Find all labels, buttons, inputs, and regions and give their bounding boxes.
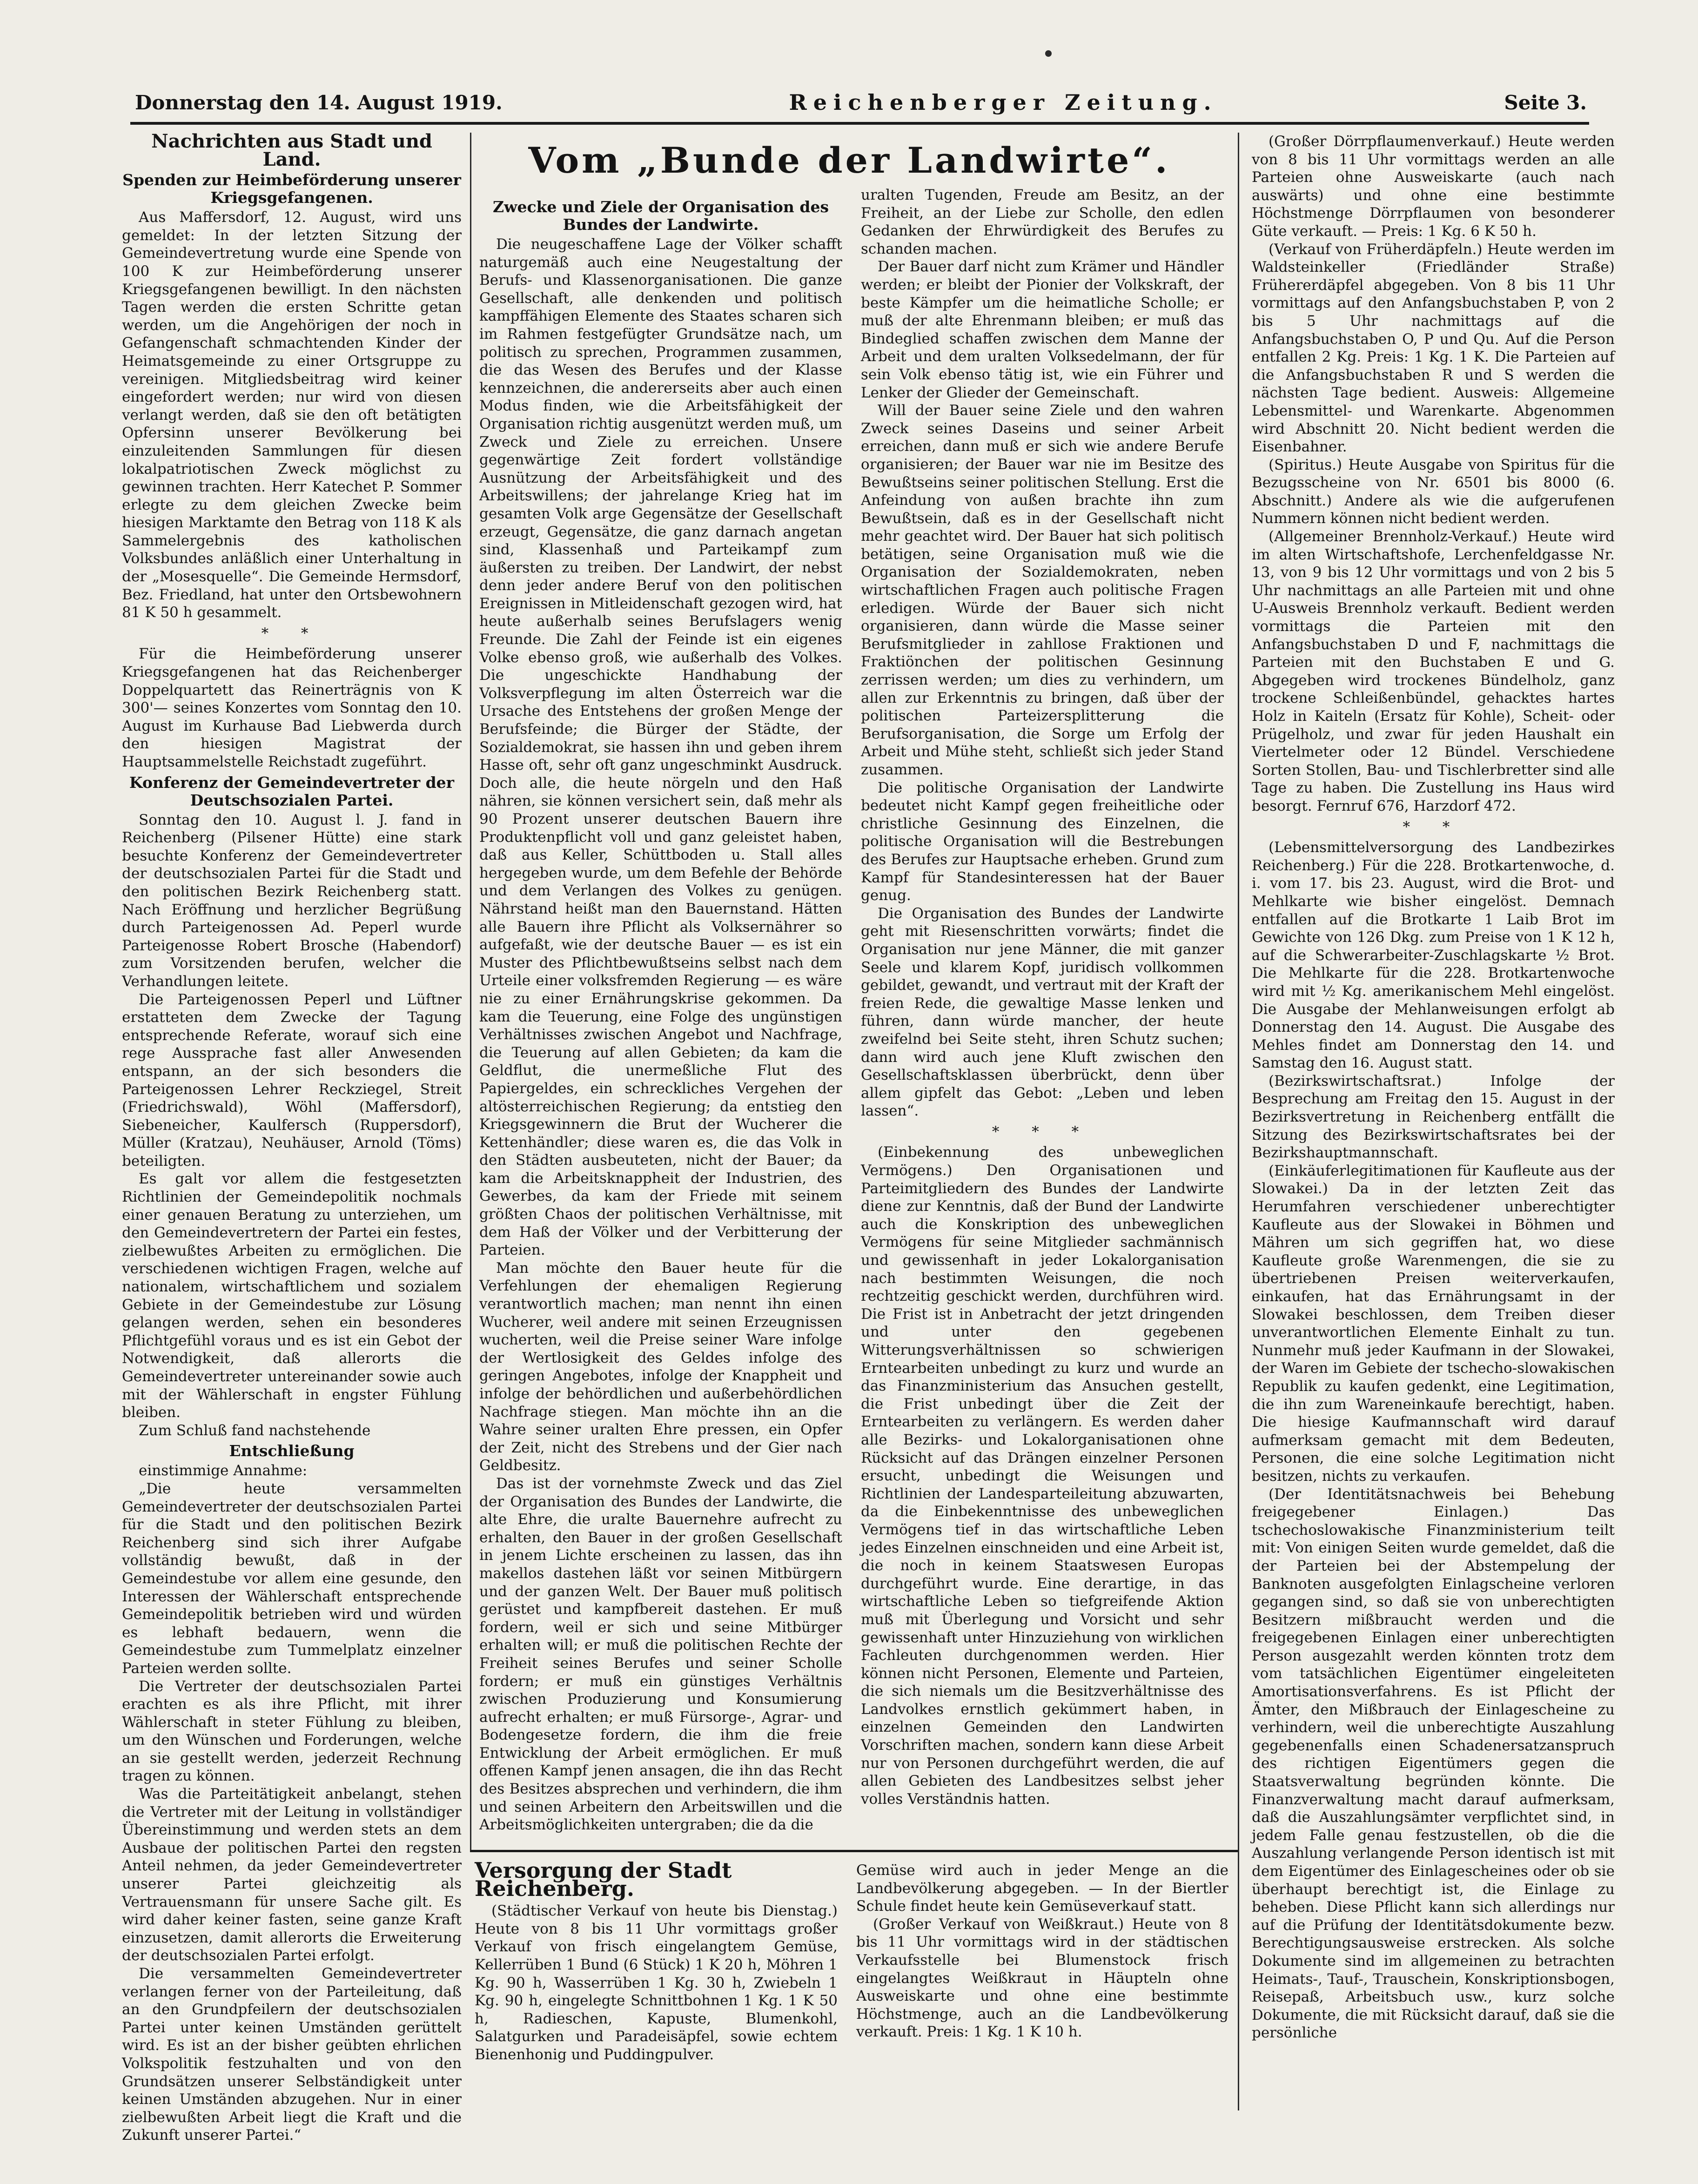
- print-speck: [1045, 50, 1052, 57]
- notice-paragraph: (Großer Dörrpflaumenverkauf.) Heute werden von 8 bis 11 Uhr vormittags werden an alle Parteien ohne Ausweiskarte (auch nach auswärts) und ohne eine bestimmte Höchstmenge Dörrpflaumen von besonderer Güte verkauft. — Preis: 1 Kg. 6 K 50 h.: [1252, 133, 1615, 240]
- resolution-heading: Entschließung: [229, 1442, 355, 1460]
- section-title: Nachrichten aus Stadt und Land.: [151, 130, 432, 170]
- column-city-supply: [475, 1858, 838, 2113]
- feature-subheading: Zwecke und Ziele der Organisation des Bundes der Landwirte.: [492, 198, 829, 234]
- article-paragraph: Die Vertreter der deutschsozialen Partei erachten es als ihre Pflicht, mit ihrer Wählerschaft in steter Fühlung zu bleiben, um den Wünschen und Forderungen, welche an sie gestellt werden, jederzeit Rechnung tragen zu können.: [122, 1678, 462, 1785]
- column-local-news: [122, 130, 462, 2144]
- supply-paragraph: Gemüse wird auch in jeder Menge an die Landbevölkerung abgegeben. — In der Biertler Schule findet heute kein Gemüseverkauf statt.: [856, 1862, 1228, 1915]
- header-date: Donnerstag den 14. August 1919.: [135, 91, 503, 114]
- article-paragraph: Die versammelten Gemeindevertreter verlangen ferner von der Parteileitung, daß an den Grundpfeilern der deutschsozialen Partei unter keinen Umständen gerüttelt wird. Es ist an der bisher geübten ehrlichen Volkspolitik festzuhalten und von den Grundsätzen unserer Selbständigkeit unter keinen Umständen abzugehen. Nur in einer zielbewußten Arbeit liegt die Kraft und die Zukunft unserer Partei.“: [122, 1965, 462, 2144]
- article-paragraph: (Einbekennung des unbeweglichen Vermögens.) Den Organisationen und Parteimitgliedern des Bundes der Landwirte diene zur Kenntnis, daß der Bund der Landwirte auch die Konskription des unbeweglichen Vermögens für seine Mitglieder sachmännisch und gewissenhaft in jeder Lokalorganisation nach bestimmten Weisungen, die noch rechtzeitig geschickt werden, durchführen wird. Die Frist ist in Anbetracht der jetzt dringenden und unter den gegebenen Witterungsverhältnissen so schwierigen Erntearbeiten unbedingt zu kurz und wurde an das Finanzministerium das Ansuchen gestellt, die Frist unbedingt über die Zeit der Erntearbeiten zu verlängern. Es werden daher alle Bezirks- und Lokalorganisationen ohne Rücksicht auf das Drängen einzelner Personen ersucht, unbedingt die Weisungen und Richtlinien der Landesparteileitung abzuwarten, da die Einbekenntnisse des unbeweglichen Vermögens tief in das wirtschaftliche Leben jedes Einzelnen einschneiden und eine Arbeit ist, die noch in keinem Staatswesen Europas durchgeführt wurde. Eine derartige, in das wirtschaftliche Leben so tiefgreifende Aktion muß mit Überlegung und Vorsicht und sehr gewissenhaft unter Hinzuziehung von wirklichen Fachleuten durchgenommen werden. Hier können nicht Personen, Elemente und Parteien, die sich niemals um die Besitzverhältnisse des Landvolkes ernstlich gekümmert haben, in einzelnen Gemeinden den Landwirten Vorschriften machen, sondern kann diese Arbeit nur von Personen durchgeführt werden, die auf allen Gebieten des Landbesitzes selbst jeher volles Verständnis hatten.: [861, 1144, 1224, 1808]
- article-paragraph: Die Organisation des Bundes der Landwirte geht mit Riesenschritten vorwärts; findet die Organisation nur jene Männer, die mit ganzer Seele und klarem Kopf, juridisch vollkommen gebildet, gewandt, und vertraut mit der Kraft der freien Rede, die gewaltige Masse lenken und führen, dann würde mancher, der heute zweifelnd bei Seite steht, ihren Schutz suchen; dann wird auch jene Kluft zwischen den Gesellschaftsklassen überbrückt, denn über allem gipfelt das Gebot: „Leben und leben lassen“.: [861, 905, 1224, 1120]
- notice-paragraph: (Bezirkswirtschaftsrat.) Infolge der Besprechung am Freitag den 15. August in der Bezirksvertretung in Reichenberg entfällt die Sitzung des Bezirkswirtschaftsrates bei der Bezirkshauptmannschaft.: [1252, 1072, 1615, 1162]
- page-header: [135, 86, 1587, 119]
- article-paragraph: Was die Parteitätigkeit anbelangt, stehen die Vertreter mit der Leitung in vollständiger Übereinstimmung und werden stets an dem Ausbaue der politischen Partei den regsten Anteil nehmen, da jeder Gemeindevertreter unserer Partei gleichzeitig als Vertrauensmann für unsere Sache gilt. Es wird daher keiner fasten, seine ganze Kraft einzusetzen, damit allerorts die Erweiterung der deutschsozialen Partei erfolgt.: [122, 1786, 462, 1964]
- supply-heading: Versorgung der Stadt Reichenberg.: [475, 1858, 732, 1901]
- column-feature-left: [479, 195, 842, 1843]
- article-paragraph: Will der Bauer seine Ziele und den wahren Zweck seines Daseins und seiner Arbeit erreichen, dann muß er sich wie andere Berufe organisieren; der Bauer war nie im Besitze des Bewußtseins seiner politischen Stellung. Erst die Anfeindung von außen brachte ihn zum Bewußtsein, daß es in der Gesellschaft nicht mehr geachtet wird. Der Bauer hat sich politisch betätigen, seine Organisation muß wie die Organisation der Sozialdemokraten, neben wirtschaftlichen Fragen auch politische Fragen erledigen. Würde der Bauer sich nicht organisieren, dann würde die Masse seiner Berufsmitglieder in zahllose Fraktionen und Fraktiönchen der politischen Gesinnung zerrissen werden; um dies zu verhindern, um allen zur Erkenntnis zu bringen, daß über der politischen Parteizersplitterung die Berufsorganisation, die Sorge um Erfolg der Arbeit und Mühe steht, schließt sich jeder Stand zusammen.: [861, 402, 1224, 778]
- supply-paragraph: (Städtischer Verkauf von heute bis Dienstag.) Heute von 8 bis 11 Uhr vormittags großer Verkauf von frisch eingelangtem Gemüse, Kellerrüben 1 Bund (6 Stück) 1 K 20 h, Möhren 1 Kg. 90 h, Wasserrüben 1 Kg. 30 h, Zwiebeln 1 Kg. 90 h, eingelegte Schnittbohnen 1 Kg. 1 K 50 h, Radieschen, Kapuste, Blumenkohl, Salatgurken und Paradeisäpfel, sowie echtem Bienenhonig und Puddingpulver.: [475, 1902, 838, 2063]
- article-paragraph: Die Parteigenossen Peperl und Lüftner erstatteten dem Zwecke der Tagung entsprechende Referate, worauf sich eine rege Aussprache fast aller Anwesenden entspann, an der sich besonders die Parteigenossen Lehrer Reckziegel, Streit (Friedrichswald), Wöhl (Maffersdorf), Siebeneicher, Kaulfersch (Ruppersdorf), Müller (Kratzau), Neuhäuser, Arnold (Töms) beteiligten.: [122, 991, 462, 1169]
- article-paragraph: Sonntag den 10. August l. J. fand in Reichenberg (Pilsener Hütte) eine stark besuchte Konferenz der Gemeindevertreter der deutschsozialen Partei für die Stadt und den politischen Bezirk Reichenberg statt. Nach Eröffnung und herzlicher Begrüßung durch Parteigenossen Ad. Peperl wurde Parteigenosse Robert Brosche (Habendorf) zum Vorsitzenden berufen, welcher die Verhandlungen leitete.: [122, 811, 462, 990]
- column-notices: [1252, 133, 1615, 2110]
- article-paragraph: Der Bauer darf nicht zum Krämer und Händler werden; er bleibt der Pionier der Volkskraft, der beste Kämpfer um die heimatliche Scholle; er muß der alte Ehrenmann bleiben; er muß das Bindeglied schaffen zwischen dem Manne der Arbeit und dem uralten Volksedelmann, der für sein Volk ebenso tätig ist, wie ein Führer und Lenker der Glieder der Gemeinschaft.: [861, 258, 1224, 401]
- notice-paragraph: (Lebensmittelversorgung des Landbezirkes Reichenberg.) Für die 228. Brotkartenwoche, d. i. vom 17. bis 23. August, wird die Brot- und Mehlkarte wie bisher eingelöst. Demnach entfallen auf die Brotkarte 1 Laib Brot im Gewichte von 126 Dkg. zum Preise von 1 K 12 h, auf die Schwerarbeiter-Zuschlagskarte ½ Brot. Die Mehlkarte für die 228. Brotkartenwoche wird mit ½ Kg. amerikanischem Mehl eingelöst. Die Ausgabe der Mehlanweisungen erfolgt ab Donnerstag den 14. August. Die Ausgabe des Mehles findet am Donnerstag den 14. und Samstag den 16. August statt.: [1252, 839, 1615, 1072]
- article-paragraph: Es galt vor allem die festgesetzten Richtlinien der Gemeindepolitik nochmals einer genauen Beratung zu unterziehen, um den Gemeindevertretern der Partei ein festes, zielbewußtes Arbeiten zu ermöglichen. Die verschiedenen wichtigen Fragen, welche auf nationalem, wirtschaftlichem und sozialem Gebiete in der Gemeindestube zur Lösung gelangen werden, sehen ein besonderes Pflichtgefühl voraus und es ist ein Gebot der Notwendigkeit, daß allerorts die Gemeindevertreter untereinander sowie auch mit der Wählerschaft in engster Fühlung bleiben.: [122, 1170, 462, 1421]
- column-feature-right: [861, 186, 1224, 1843]
- article-paragraph: einstimmige Annahme:: [139, 1462, 308, 1479]
- separator: * *: [261, 625, 322, 642]
- notice-paragraph: (Der Identitätsnachweis bei Behebung freigegebener Einlagen.) Das tschechoslowakische Finanzministerium teilt mit: Von einigen Seiten wurde gemeldet, daß die der Parteien bei der Abstempelung der Banknoten ausgefolgten Einlagscheine verloren gegangen sind, so daß sie von unberechtigten Besitzern mißbraucht werden und die freigegebenen Einlagen einer unberechtigten Person ausgezahlt werden könnten trotz dem vom tatsächlichen Eigentümer eingeleiteten Amortisationsverfahrens. Es ist Pflicht der Ämter, den Mißbrauch der Einlagescheine zu verhindern, weil die unberechtigte Auszahlung gegebenenfalls einen Schadenersatzanspruch des richtigen Eigentümers gegen die Staatsverwaltung begründen könnte. Die Finanzverwaltung macht darauf aufmerksam, daß die Auszahlungsämter verpflichtet sind, in jedem Falle genau festzustellen, ob die die Auszahlung verlangende Person identisch ist mit dem Eigentümer des Einlagescheines oder ob sie überhaupt berechtigt ist, die Einlage zu beheben. Diese Pflicht kann sich allerdings nur auf die Prüfung der Identitätsdokumente bezw. Berechtigungsausweise erstrecken. Als solche Dokumente sind im allgemeinen zu betrachten Heimats-, Tauf-, Trauschein, Konskriptionsbogen, Reisepaß, Arbeitsbuch usw., kurz solche Dokumente, die mit Rücksicht darauf, daß sie die persönliche: [1252, 1485, 1615, 2042]
- header-page-number: Seite 3.: [1504, 91, 1587, 114]
- article-heading: Konferenz der Gemeindevertreter der Deutschsozialen Partei.: [129, 773, 455, 809]
- article-paragraph: uralten Tugenden, Freude am Besitz, an der Freiheit, an der Liebe zur Scholle, den edlen Gedanken der Ehrwürdigkeit des Berufes zu schanden machen.: [861, 187, 1224, 257]
- article-paragraph: Für die Heimbeförderung unserer Kriegsgefangenen hat das Reichenberger Doppelquartett das Reinerträgnis von K 300'— seines Konzertes vom Sonntag den 10. August im Kurhause Bad Liebwerda durch den hiesigen Magistrat der Hauptsammelstelle Reichstadt zugeführt.: [122, 645, 462, 770]
- article-paragraph: Zum Schluß fand nachstehende: [139, 1422, 371, 1439]
- article-paragraph: Die neugeschaffene Lage der Völker schafft naturgemäß auch eine Neugestaltung der Berufs- und Klassenorganisationen. Die ganze Gesellschaft, alle denkenden und politisch kampffähigen Elemente des Staates scharen sich im Rahmen festgefügter Grundsätze nach, um politisch zu sprechen, Programmen zusammen, die das Wesen des Berufes und der Klasse kennzeichnen, die andererseits aber auch einen Modus finden, wie die Arbeitsfähigkeit der Organisation richtig ausgenützt werden muß, um Zweck und Ziele zu erreichen. Unsere gegenwärtige Zeit fordert vollständige Ausnützung der Arbeitsfähigkeit und des Arbeitswillens; der jahrelange Krieg hat im gesamten Volk arge Gegensätze der Gesellschaft erzeugt, Gegensätze, die ganz darnach angetan sind, Klassenhaß und Parteikampf zum äußersten zu treiben. Der Landwirt, der nebst denn jeder andere Beruf von den politischen Ereignissen in Mitleidenschaft gezogen wird, hat heute außerhalb seines Berufslagers wenig Freunde. Die Zahl der Feinde ist ein eigenes Volke ebenso groß, wie außerhalb des Volkes. Die ungeschickte Handhabung der Volksverpflegung im alten Österreich war die Ursache des Entstehens der großen Menge der Berufsfeinde; die Bürger der Städte, der Sozialdemokrat, sie hassen ihn und geben ihrem Hasse oft, sehr oft ganz ungeschminkt Ausdruck. Doch alle, die heute nörgeln und den Haß nähren, sie können versichert sein, daß mehr als 90 Prozent unserer deutschen Bauern ihre Produktenpflicht voll und ganz geleistet haben, daß aus Keller, Schüttboden u. Stall alles hergegeben wurde, um dem Befehle der Behörde und dem Verlangen des Volkes zu genügen. Nährstand heißt man den Bauernstand. Hätten alle Bauern ihre Pflicht als Volksernährer so aufgefaßt, wie der deutsche Bauer — es ist ein Muster des Pflichtbewußtseins selbst nach dem Urteile einer volksfremden Regierung — es wäre nie zu einer Ernährungskrise gekommen. Da kam die Teuerung, eine Folge des ungünstigen Verhältnisses zwischen Angebot und Nachfrage, die Teuerung auf allen Gebieten; da kam die Geldflut, die unermeßliche Flut des Papiergeldes, ein schreckliches Vergehen der altösterreichischen Regierung; da entstieg den Kriegsgewinnern die Brut der Wucherer die Kettenhändler; diese waren es, die das Volk in den Städten ausbeuteten, nicht der Bauer; da kam die Arbeitsknappheit der Industrien, des Gewerbes, da kam der Friede mit seinem größten Chaos der politischen Verhältnisse, mit dem Haß der Völker und der Verbitterung der Parteien.: [479, 236, 842, 1259]
- separator: * * *: [992, 1123, 1093, 1140]
- article-paragraph: Das ist der vornehmste Zweck und das Ziel der Organisation des Bundes der Landwirte, die alte Ehre, die uralte Bauernehre aufrecht zu erhalten, den Bauer in der großen Gesellschaft in jenem Lichte erscheinen zu lassen, das ihn makellos dastehen läßt vor seinen Mitbürgern und der ganzen Welt. Der Bauer muß politisch gerüstet und kampfbereit dastehen. Er muß fordern, weil er sich und seine Mitbürger erhalten will; er muß die politischen Rechte der Freiheit seines Berufes und seiner Scholle fordern; er muß ein günstiges Verhältnis zwischen Produzierung und Konsumierung aufrecht erhalten; er muß Fürsorge-, Agrar- und Bodengesetze fordern, die ihm die freie Entwicklung der Arbeit ermöglichen. Er muß offenen Kampf jenen ansagen, die ihn das Recht des Besitzes absprechen und verhindern, die ihm und seinen Arbeitern den Arbeitswillen und die Arbeitsmöglichkeiten untergraben; die da die: [479, 1475, 842, 1834]
- article-heading: Spenden zur Heimbeförderung unserer Kriegsgefangenen.: [122, 171, 461, 207]
- notice-paragraph: (Allgemeiner Brennholz-Verkauf.) Heute wird im alten Wirtschaftshofe, Lerchenfeldgasse Nr. 13, von 9 bis 12 Uhr vormittags und von 2 bis 5 Uhr nachmittags an alle Parteien mit und ohne U-Ausweis Brennholz verkauft. Bedient werden vormittags die Parteien mit den Anfangsbuchstaben D und F, nachmittags die Parteien mit den Buchstaben E und G. Abgegeben wird trockenes Bündelholz, ganz trockene Schleißenbündel, gehacktes hartes Holz in Kaiteln (Ersatz für Kohle), Scheit- oder Prügelholz, und zwar für jeden Haushalt ein Viertelmeter oder 12 Bündel. Verschiedene Sorten Stollen, Bau- und Tischlerbretter sind alle Tage zu haben. Die Zustellung ins Haus wird besorgt. Fernruf 676, Harzdorf 472.: [1252, 528, 1615, 814]
- notice-paragraph: (Einkäuferlegitimationen für Kaufleute aus der Slowakei.) Da in der letzten Zeit das Herumfahren verschiedener unberechtigter Kaufleute aus der Slowakei in Böhmen und Mähren um sich gegriffen hat, wo diese Kaufleute große Warenmengen, die sie zu übertriebenen Preisen weiterverkaufen, einkaufen, hat das Ernährungsamt in der Slowakei beschlossen, dem Treiben dieser unverantwortlichen Elemente Einhalt zu tun. Nunmehr muß jeder Kaufmann in der Slowakei, der Waren im Gebiete der tschecho-slowakischen Republik zu kaufen gedenkt, eine Legitimation, die ihn zum Wareneinkaufe berechtigt, haben. Die hiesige Kaufmannschaft wird darauf aufmerksam gemacht mit dem Bedeuten, Personen, die eine solche Legitimation nicht besitzen, nichts zu verkaufen.: [1252, 1162, 1615, 1485]
- column-city-supply-cont: [856, 1861, 1228, 2113]
- notice-paragraph: (Spiritus.) Heute Ausgabe von Spiritus für die Bezugsscheine von Nr. 6501 bis 8000 (6. Abschnitt.) Andere als wie die aufgerufenen Nummern können nicht bedient werden.: [1252, 456, 1615, 527]
- supply-paragraph: (Großer Verkauf von Weißkraut.) Heute von 8 bis 11 Uhr vormittags wird in der städtischen Verkaufsstelle bei Blumenstock frisch eingelangtes Weißkraut in Häupteln ohne Ausweiskarte und ohne eine bestimmte Höchstmenge, auch an die Landbevölkerung verkauft. Preis: 1 Kg. 1 K 10 h.: [856, 1915, 1228, 2041]
- article-paragraph: Aus Maffersdorf, 12. August, wird uns gemeldet: In der letzten Sitzung der Gemeindevertretung wurde eine Spende von 100 K zur Heimbeförderung unserer Kriegsgefangenen bewilligt. In den nächsten Tagen werden die ersten Schritte getan werden, um die Angehörigen der noch in Gefangenschaft schmachtenden Kinder der Heimatsgemeinde zu einer Ortsgruppe zu vereinigen. Mitgliedsbeitrag wird keiner eingefordert werden; nur wird von diesen verlangt werden, daß sie den oft betätigten Opfersinn unserer Bevölkerung bei einzuleitenden Sammlungen für diesen lokalpatriotischen Zweck möglichst zu gewinnen trachten. Herr Katechet P. Sommer erlegte zu dem gleichen Zwecke beim hiesigen Marktamte den Betrag von 118 K als Sammelergebnis des katholischen Volksbundes anläßlich einer Unterhaltung in der „Mosesquelle“. Die Gemeinde Hermsdorf, Bez. Friedland, hat unter den Ortsbewohnern 81 K 50 h gesammelt.: [122, 209, 462, 621]
- header-rule: [130, 122, 1589, 125]
- column-rule: [1238, 133, 1239, 2110]
- notice-paragraph: (Verkauf von Früherdäpfeln.) Heute werden im Waldsteinkeller (Friedländer Straße) Frühererdäpfel abgegeben. Von 8 bis 11 Uhr vormittags auf den Anfangsbuchstaben P, von 2 bis 5 Uhr nachmittags auf die Anfangsbuchstaben O, P und Qu. Auf die Person entfallen 2 Kg. Preis: 1 Kg. 1 K. Die Parteien auf die Anfangsbuchstaben R und S werden die nächsten Tage bedient. Ausweis: Allgemeine Lebensmittel- und Warenkarte. Abgenommen wird Abschnitt 20. Nicht bedient werden die Eisenbahner.: [1252, 241, 1615, 456]
- article-paragraph: „Die heute versammelten Gemeindevertreter der deutschsozialen Partei für die Stadt und den politischen Bezirk Reichenberg sind sich ihrer Aufgabe vollständig bewußt, daß in der Gemeindestube vor allem eine gesunde, den Interessen der Wählerschaft entsprechende Gemeindepolitik betrieben wird und würden es lebhaft bedauern, wenn die Gemeindestube zum Tummelplatz einzelner Parteien werden sollte.: [122, 1480, 462, 1677]
- feature-headline: Vom „Bunde der Landwirte“.: [528, 140, 1170, 181]
- article-paragraph: Die politische Organisation der Landwirte bedeutet nicht Kampf gegen freiheitliche oder christliche Gesinnung des Einzelnen, die politische Organisation will die Bestrebungen des Berufes zur Hauptsache erheben. Grund zum Kampf für Standesinteressen hat der Bauer genug.: [861, 779, 1224, 904]
- header-paper-name: Reichenberger Zeitung.: [789, 90, 1218, 115]
- separator: * *: [1403, 818, 1464, 835]
- column-rule: [470, 133, 471, 1850]
- horizontal-rule: [470, 1850, 1238, 1852]
- article-paragraph: Man möchte den Bauer heute für die Verfehlungen der ehemaligen Regierung verantwortlich machen; man nennt ihn einen Wucherer, weil andere mit seinen Erzeugnissen wucherten, weil die Preise seiner Ware infolge der Wertlosigkeit des Geldes infolge des geringen Angebotes, infolge der Knappheit und infolge der behördlichen und außerbehördlichen Nachfrage stiegen. Man möchte ihn an die Wahre seiner uralten Ehre pressen, ein Opfer der Zeit, nicht des Strebens und der Gier nach Geldbesitz.: [479, 1259, 842, 1474]
